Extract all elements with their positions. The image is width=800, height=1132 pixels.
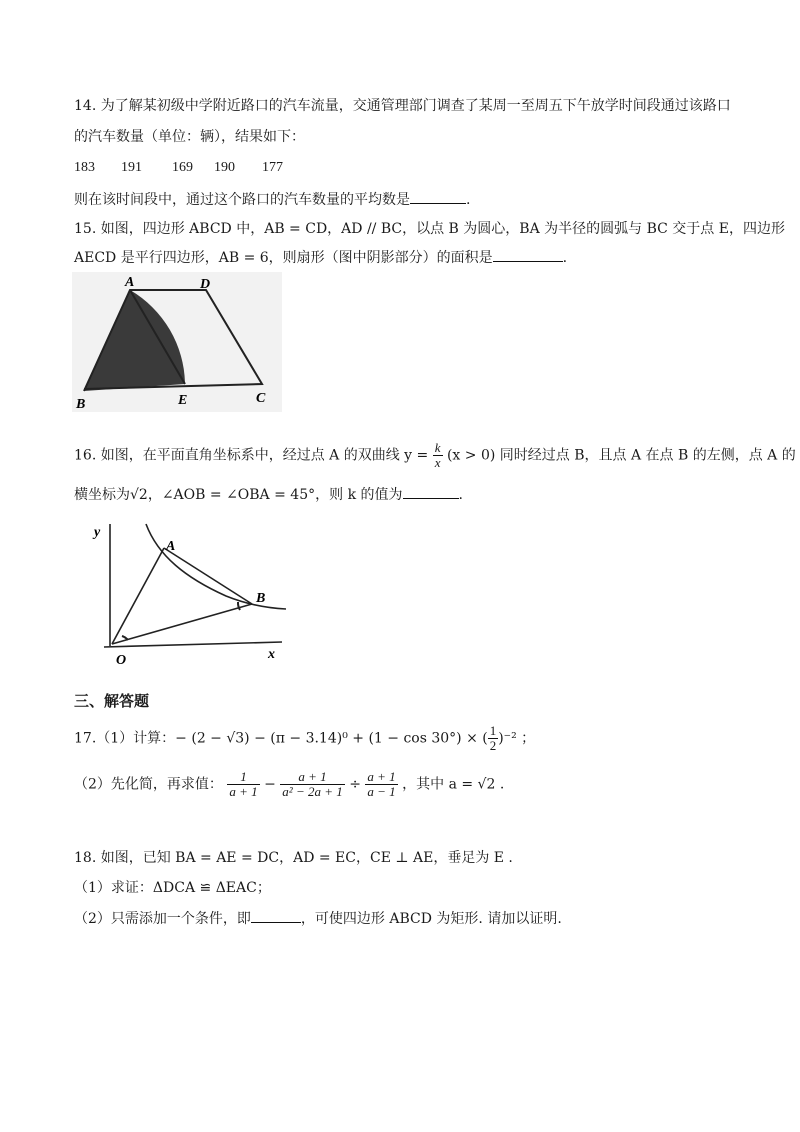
segment-ab — [164, 548, 252, 604]
q16-line2 — [74, 484, 463, 505]
q15-period: . — [562, 250, 568, 266]
fraction-numerator: 1 — [489, 723, 497, 738]
q16-line1 — [74, 441, 796, 477]
label-b: B — [256, 591, 266, 606]
operator-divide: ÷ — [349, 776, 361, 793]
q14-line3 — [74, 189, 470, 210]
fraction-one-half — [488, 724, 499, 753]
q16-text-b: (x > 0) 同时经过点 B，且点 A 在点 B 的左侧，点 A 的 — [446, 447, 796, 464]
q16-question-text: 横坐标为√2，∠AOB = ∠OBA = 45°，则 k 的值为 — [74, 487, 403, 503]
fraction-numerator: 1 — [227, 770, 259, 785]
fraction-denominator: a + 1 — [229, 784, 258, 799]
q14-value: 177 — [262, 160, 283, 175]
q17-part2-text-b: ，其中 a = √2 . — [402, 776, 505, 793]
segment-ob — [112, 604, 252, 644]
q14-value: 190 — [214, 160, 235, 175]
label-a: A — [166, 539, 176, 554]
q18-line3-text-b: ，可使四边形 ABCD 为矩形. 请加以证明. — [300, 911, 562, 927]
fraction-denominator: a² − 2a + 1 — [282, 784, 343, 799]
fraction-numerator: a + 1 — [280, 770, 344, 785]
fraction-numerator: a + 1 — [367, 769, 396, 784]
q15-line1: 15. 如图，四边形 ABCD 中，AB = CD，AD // BC，以点 B 为圆心，BA 为半径的圆弧与 BC 交于点 E，四边形 — [74, 221, 785, 237]
fraction-k-over-x — [433, 441, 443, 470]
label-b: B — [76, 397, 86, 412]
operator-minus: − — [264, 776, 276, 793]
x-axis — [104, 642, 282, 647]
q18-line1: 18. 如图，已知 BA = AE = DC，AD = EC，CE ⊥ AE，垂足为 E . — [74, 850, 513, 866]
q14-values — [0, 158, 800, 178]
fraction-denominator: a − 1 — [367, 784, 396, 799]
q14-line2: 的汽车数量（单位：辆），结果如下： — [74, 129, 305, 145]
q14-period: . — [466, 192, 471, 208]
q14-value: 169 — [172, 160, 193, 175]
q16-text-a: 16. 如图，在平面直角坐标系中，经过点 A 的双曲线 y = — [74, 447, 429, 464]
q14-value: 183 — [74, 160, 95, 175]
q17-part1 — [74, 724, 535, 758]
fraction-denominator: 2 — [489, 738, 497, 753]
answer-blank — [403, 484, 459, 499]
q15-line2 — [74, 247, 567, 268]
q17-part1-text-b: )⁻² ； — [498, 730, 536, 747]
label-c: C — [256, 391, 266, 406]
q14-value: 191 — [121, 160, 142, 175]
answer-blank — [251, 908, 301, 923]
angle-arc-b — [238, 602, 240, 610]
label-x: x — [268, 647, 275, 662]
q14-line1: 14. 为了解某初级中学附近路口的汽车流量，交通管理部门调查了某周一至周五下午放学时间段通过该路口 — [74, 98, 731, 114]
q17-part2 — [74, 770, 504, 810]
q15-question-text: AECD 是平行四边形，AB = 6，则扇形（图中阴影部分）的面积是 — [74, 250, 493, 266]
q18-line2: （1）求证：ΔDCA ≌ ΔEAC； — [74, 880, 271, 896]
q14-question-text: 则在该时间段中，通过这个路口的汽车数量的平均数是 — [74, 192, 410, 208]
q15-figure — [72, 272, 282, 412]
label-d: D — [200, 277, 211, 292]
q18-line3-text-a: （2）只需添加一个条件，即 — [74, 911, 251, 927]
q17-part2-text-a: （2）先化简，再求值： — [74, 776, 223, 793]
label-y: y — [94, 525, 101, 540]
label-o: O — [116, 653, 127, 666]
answer-blank — [493, 247, 563, 262]
label-e: E — [178, 393, 188, 408]
label-a: A — [125, 275, 135, 290]
fraction-denominator: x — [434, 455, 441, 470]
q16-figure — [86, 516, 296, 666]
q17-part1-text-a: 17.（1）计算：− (2 − √3) − (π − 3.14)⁰ + (1 − cos 30°) × ( — [74, 730, 488, 747]
fraction-1 — [227, 770, 259, 799]
q18-line3 — [74, 908, 562, 929]
figure-background — [72, 272, 282, 412]
fraction-2 — [280, 770, 344, 799]
segment-oa — [112, 548, 164, 644]
section-title: 三、解答题 — [74, 692, 150, 710]
answer-blank — [410, 189, 466, 204]
angle-arc-o — [122, 636, 128, 640]
q16-period: . — [458, 487, 463, 503]
fraction-numerator: k — [434, 440, 441, 455]
fraction-3 — [365, 770, 397, 799]
